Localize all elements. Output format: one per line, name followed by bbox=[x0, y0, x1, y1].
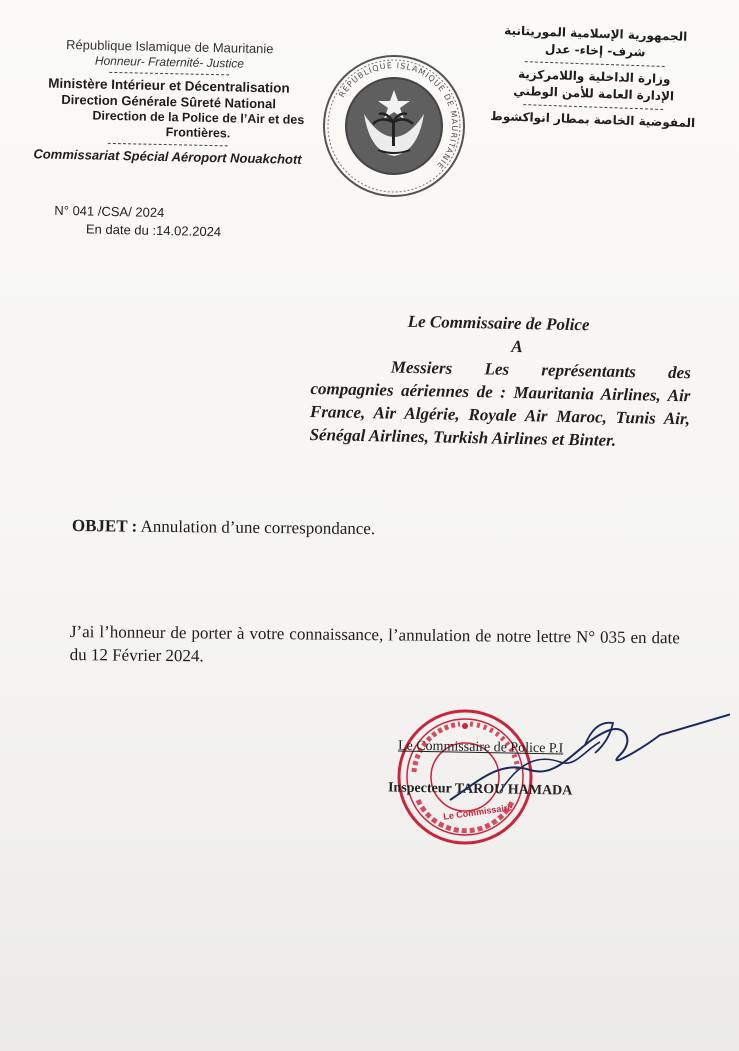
subject-line bbox=[72, 516, 375, 539]
commissariat-arabic: المفوضية الخاصة بمطار انواكشوط bbox=[490, 108, 696, 131]
mauritania-seal-icon bbox=[320, 52, 468, 200]
recipient-airlines: compagnies aériennes de : Mauritania Airlines, Air France, Air Algérie, Royale Air Maroc, Tunis Air, Sénégal Airlines, Turkish Airlines et Binter. bbox=[309, 378, 691, 450]
separator bbox=[109, 72, 229, 76]
recipient-first-line: Messiers Les représentants des bbox=[390, 357, 692, 383]
ministry-arabic: وزارة الداخلية واللامركزية bbox=[517, 66, 671, 87]
subject-text: Annulation d’une correspondance. bbox=[140, 516, 376, 539]
seal-ring-text: RÉPUBLIQUE ISLAMIQUE DE MAURITANIE bbox=[337, 60, 460, 171]
body-paragraph: J’ai l’honneur de porter à votre connaissance, l’annulation de notre lettre N° 035 en date du 12 Février 2024. bbox=[69, 621, 680, 666]
handwritten-signature-icon bbox=[410, 700, 730, 820]
sender-title: Le Commissaire de Police bbox=[407, 311, 590, 335]
national-motto: Honneur- Fraternité- Justice bbox=[94, 53, 245, 71]
letter-date: En date du :14.02.2024 bbox=[85, 221, 222, 240]
commissariat-name: Commissariat Spécial Aéroport Nouakchott bbox=[33, 146, 302, 167]
recipient-a: A bbox=[511, 336, 523, 357]
header-left bbox=[17, 36, 320, 240]
subject-label: OBJET : bbox=[71, 516, 138, 536]
country-name-arabic: الجمهورية الإسلامية الموريتانية bbox=[504, 23, 688, 44]
country-name: République Islamique de Mauritanie bbox=[65, 36, 274, 57]
recipient-block bbox=[309, 308, 692, 453]
header-right-arabic bbox=[467, 21, 722, 133]
ministry-name: Ministère Intérieur et Décentralisation bbox=[48, 75, 290, 96]
signatory-title: Le Commissaire de Police P.I bbox=[397, 738, 564, 757]
signatory-name: Inspecteur TAROU HAMADA bbox=[387, 780, 573, 799]
signature-block bbox=[380, 700, 720, 880]
motto-arabic: شرف- إخاء- عدل bbox=[544, 41, 646, 60]
separator bbox=[108, 143, 228, 147]
recipient-list bbox=[309, 354, 691, 453]
direction-arabic: الإدارة العامة للأمن الوطني bbox=[513, 83, 675, 104]
reference-number: N° 041 /CSA/ 2024 bbox=[54, 202, 165, 221]
stamp-text: Le Commissaire bbox=[442, 802, 513, 822]
direction-generale: Direction Générale Sûreté National bbox=[61, 91, 277, 112]
direction-police: Direction de la Police de l’Air et des Frontières. bbox=[92, 108, 305, 141]
